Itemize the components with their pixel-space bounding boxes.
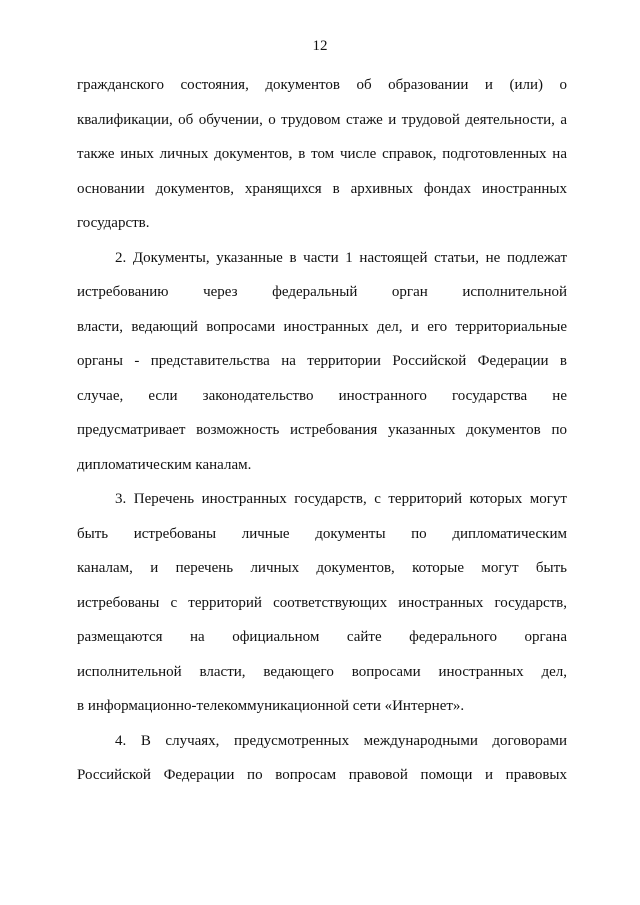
text-line: гражданского состояния, документов об образовании и (или) о bbox=[77, 77, 567, 93]
text-line: 4. В случаях, предусмотренных международными договорами bbox=[115, 732, 567, 749]
text-line: быть истребованы личные документы по дипломатическим bbox=[77, 525, 567, 542]
text-line: квалификации, об обучении, о трудовом стаже и трудовой деятельности, а bbox=[77, 111, 567, 128]
paragraph-1-continuation bbox=[77, 68, 567, 241]
text-line: Российской Федерации по вопросам правовой помощи и правовых bbox=[77, 767, 567, 783]
text-line: размещаются на официальном сайте федерального органа bbox=[77, 629, 567, 645]
text-line: 2. Документы, указанные в части 1 настоящей статьи, не подлежат bbox=[115, 249, 567, 266]
text-line: 3. Перечень иностранных государств, с территорий которых могут bbox=[115, 491, 567, 507]
text-line: в информационно-телекоммуникационной сети «Интернет». bbox=[77, 698, 465, 714]
text-line: органы - представительства на территории Российской Федерации в bbox=[77, 353, 567, 369]
text-line: каналам, и перечень личных документов, которые могут быть bbox=[77, 560, 567, 576]
paragraph-2 bbox=[77, 241, 567, 483]
page-number: 12 bbox=[312, 38, 328, 54]
text-line: истребованы с территорий соответствующих иностранных государств, bbox=[77, 594, 567, 611]
text-line: власти, ведающий вопросами иностранных дел, и его территориальные bbox=[77, 318, 567, 335]
paragraph-4 bbox=[77, 724, 567, 793]
text-line: истребованию через федеральный орган исполнительной bbox=[77, 284, 567, 300]
text-line: государств. bbox=[77, 215, 150, 231]
document-body bbox=[77, 68, 567, 793]
paragraph-3 bbox=[77, 482, 567, 724]
text-line: предусматривает возможность истребования указанных документов по bbox=[77, 422, 567, 438]
text-line: также иных личных документов, в том числе справок, подготовленных на bbox=[77, 146, 567, 162]
text-line: основании документов, хранящихся в архивных фондах иностранных bbox=[77, 180, 567, 197]
text-line: исполнительной власти, ведающего вопросами иностранных дел, bbox=[77, 663, 567, 680]
text-line: случае, если законодательство иностранного государства не bbox=[77, 387, 567, 404]
text-line: дипломатическим каналам. bbox=[77, 456, 252, 473]
